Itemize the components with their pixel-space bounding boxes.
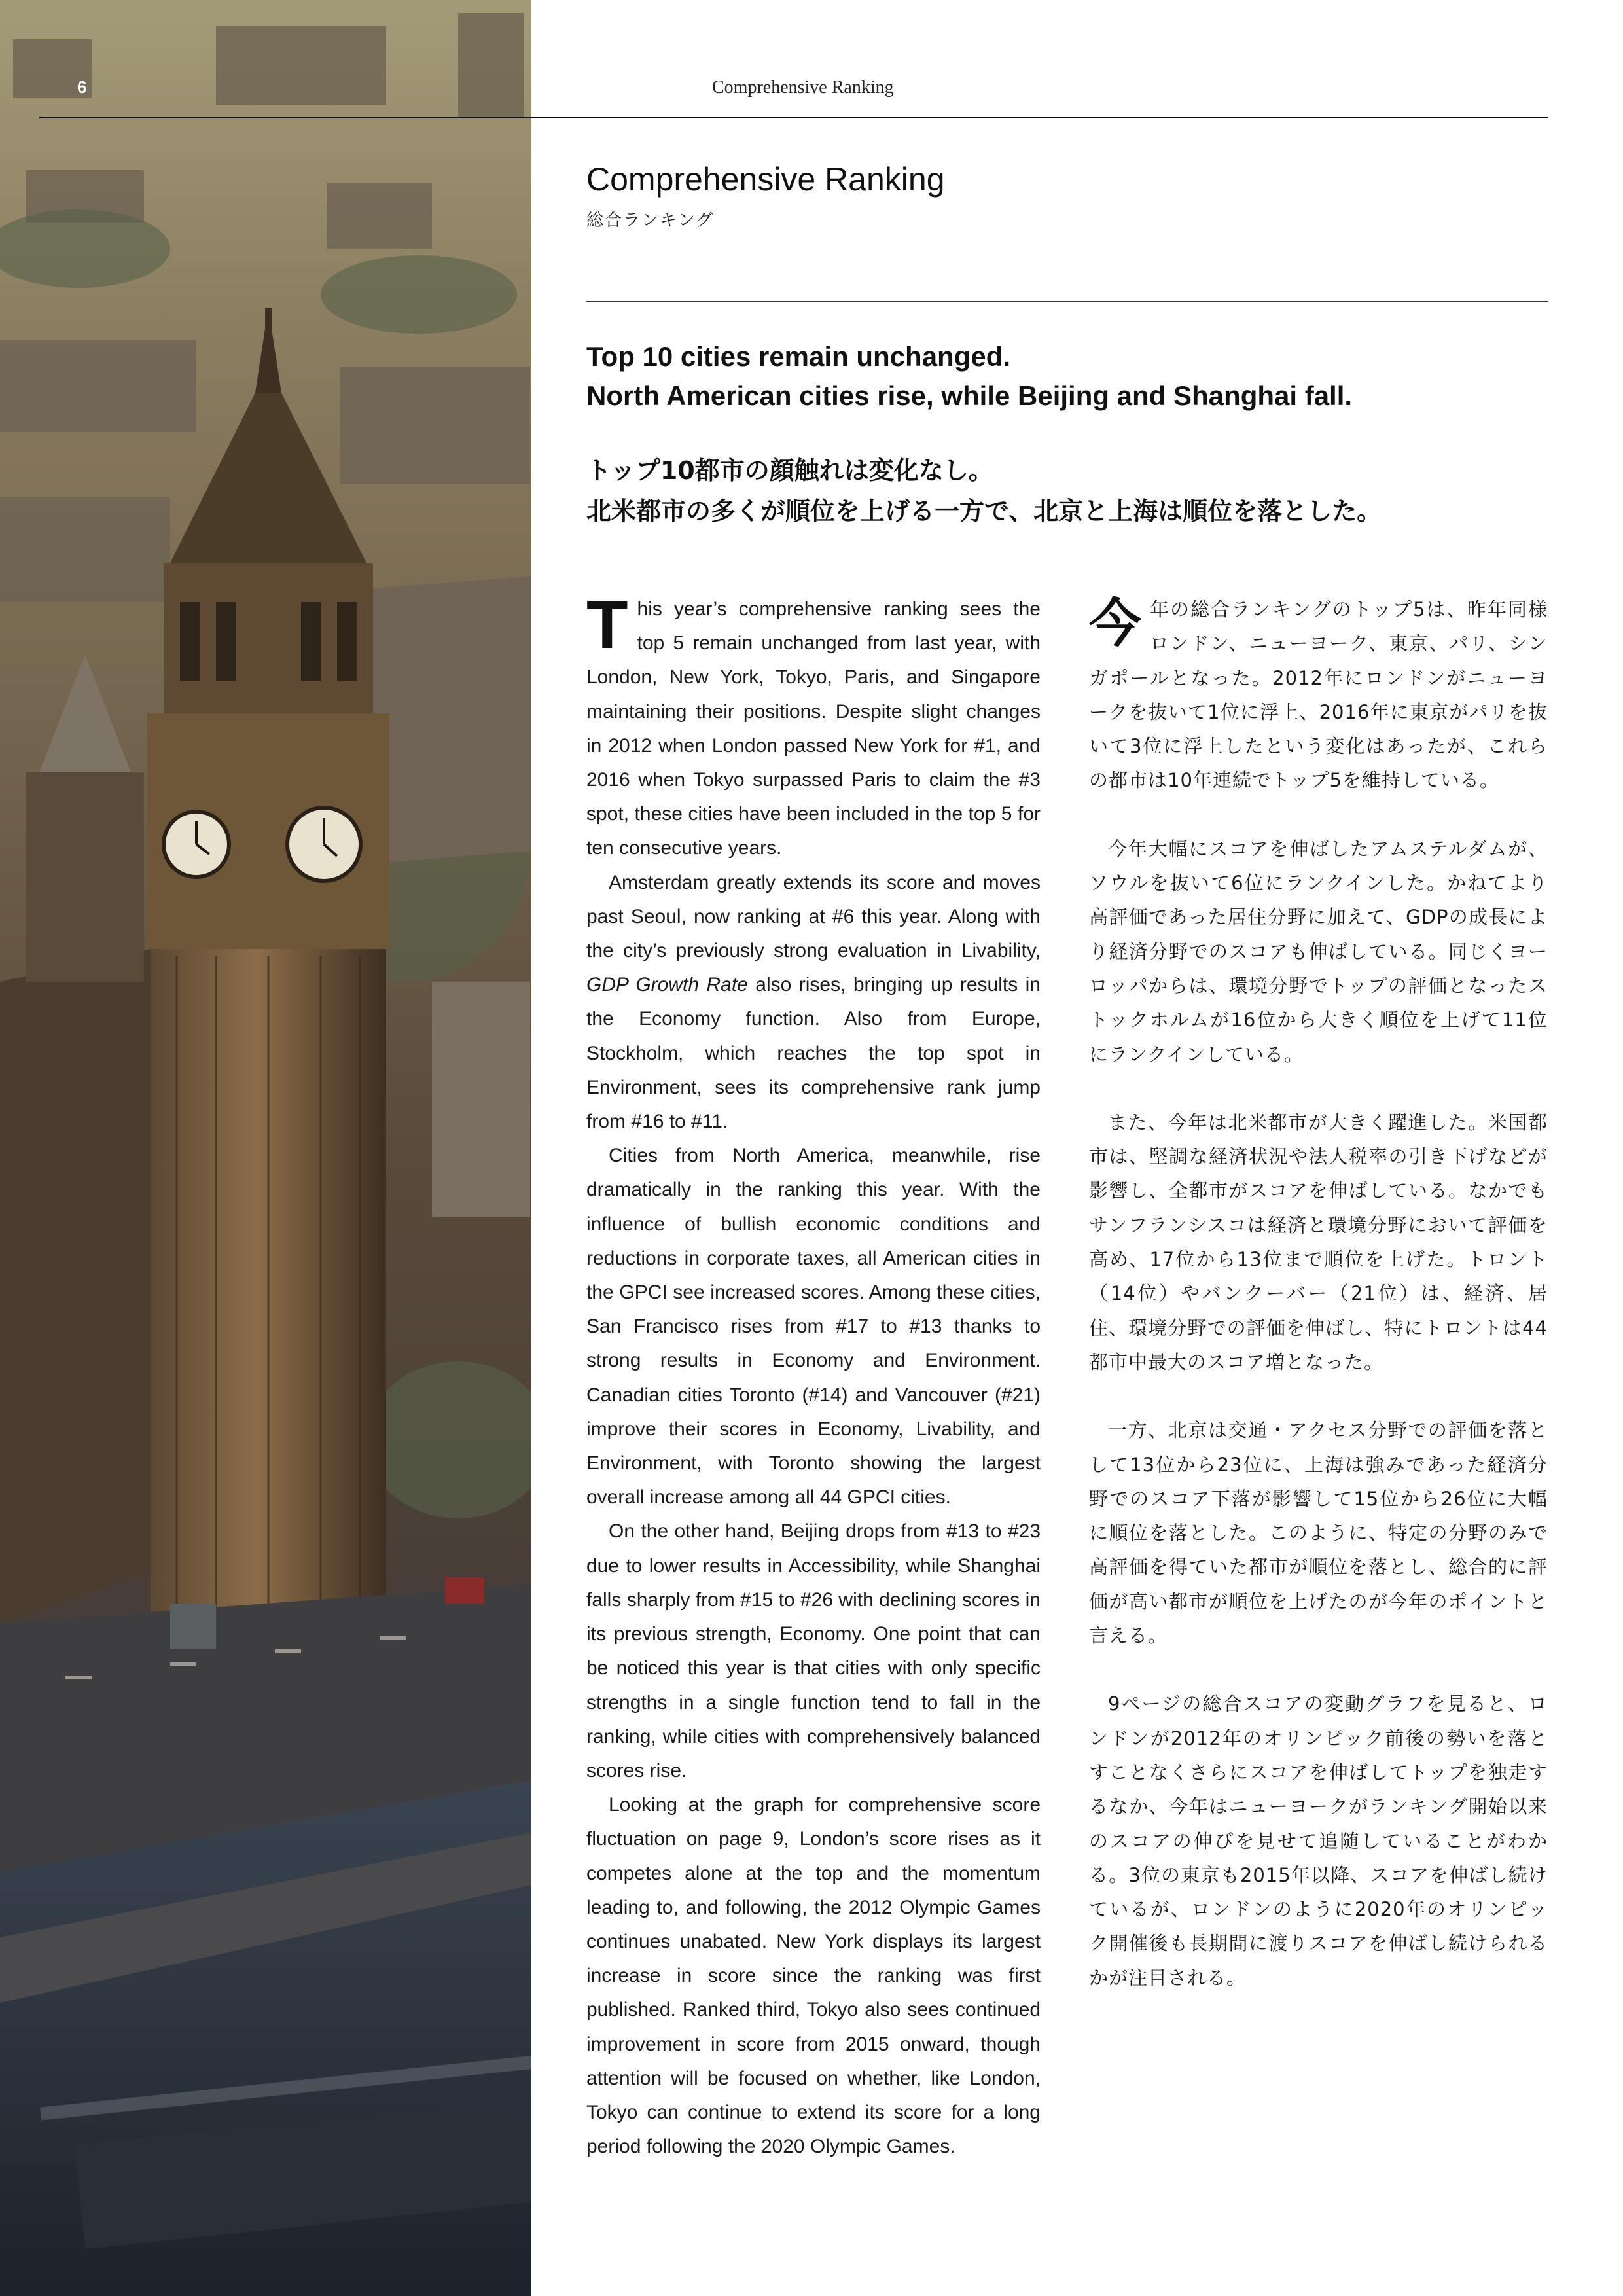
page-number: 6 xyxy=(77,77,87,97)
header-divider xyxy=(39,117,1548,118)
body-paragraph-jp: 今年大幅にスコアを伸ばしたアムステルダムが、ソウルを抜いて6位にランクインした。かねてより高評価であった居住分野に加えて、GDPの成長により経済分野でのスコアも伸ばしている。同じくヨーロッパからは、環境分野でトップの評価となったストックホルムが16位から大きく順位を上げて11位にランクインしている。 xyxy=(1089,837,1548,1066)
body-column-english xyxy=(586,587,1041,2164)
headline-jp-line-1: トップ10都市の顔触れは変化なし。 xyxy=(586,456,993,485)
body-paragraph: Cities from North America, meanwhile, rise dramatically in the ranking this year. With the influence of bullish economic conditions and reductions in corporate taxes, all American cities in the GPCI see increased scores. Among these cities, San Francisco rises from #17 to #13 thanks to strong results in Economy and Environment. Canadian cities Toronto (#14) and Vancouver (#21) improve their scores in Economy, Livability, and Environment, with Toronto showing the largest overall increase among all 44 GPCI cities. xyxy=(586,1145,1041,1509)
body-paragraph: On the other hand, Beijing drops from #13 to #23 due to lower results in Accessibility, while Shanghai falls sharply from #15 to #26 with declining scores in its previous strength, Economy. One point that can be noticed this year is that cities with only specific strengths in a single function tend to fall in the ranking, while cities with comprehensively balanced scores rise. xyxy=(586,1520,1041,1782)
section-title: Comprehensive Ranking xyxy=(586,161,945,198)
body-paragraph: Looking at the graph for comprehensive score fluctuation on page 9, London’s score rises as it competes alone at the top and the momentum leading to, and following, the 2012 Olympic Games continues unabated. New York displays its largest increase in score since the ranking was first published. Ranked third, Tokyo also sees continued improvement in score from 2015 onward, though attention will be focused on whether, like London, Tokyo can continue to extend its score for a long period following the 2020 Olympic Games. xyxy=(586,1794,1041,2158)
body-paragraph-jp: 今年の総合ランキングのトップ5は、昨年同様ロンドン、ニューヨーク、東京、パリ、シンガポールとなった。2012年にロンドンがニューヨークを抜いて1位に浮上、2016年に東京がパリを抜いて3位に浮上したという変化はあったが、これらの都市は10年連続でトップ5を維持している。 xyxy=(1089,593,1548,792)
body-paragraph-jp: 9ページの総合スコアの変動グラフを見ると、ロンドンが2012年のオリンピック前後の勢いを落とすことなくさらにスコアを伸ばしてトップを独走するなか、今年はニューヨークがランキング開始以来のスコアの伸びを見せて追随していることがわかる。3位の東京も2015年以降、スコアを伸ばし続けているが、ロンドンのように2020年のオリンピック開催後も長期間に渡りスコアを伸ばし続けられるかが注目される。 xyxy=(1089,1693,1548,1989)
body-column-japanese xyxy=(1089,592,1548,2029)
running-header: Comprehensive Ranking xyxy=(712,77,894,98)
body-paragraph: This year’s comprehensive ranking sees the top 5 remain unchanged from last year, with London, New York, Tokyo, Paris, and Singapore maintaining their positions. Despite slight changes in 2012 when London passed New York for #1, and 2016 when Tokyo surpassed Paris to claim the #3 spot, these cities have been included in the top 5 for ten consecutive years. xyxy=(586,587,1041,859)
body-paragraph-jp: また、今年は北米都市が大きく躍進した。米国都市は、堅調な経済状況や法人税率の引き下げなどが影響し、全都市がスコアを伸ばしている。なかでもサンフランシスコは経済と環境分野において評価を高め、17位から13位まで順位を上げた。トロント（14位）やバンクーバー（21位）は、経済、居住、環境分野での評価を伸ばし、特にトロントは44都市中最大のスコア増となった。 xyxy=(1089,1111,1548,1373)
body-paragraph: Amsterdam greatly extends its score and moves past Seoul, now ranking at #6 this year. Along with the city’s previously strong evaluation in Livability, GDP Growth Rate also rises, bringing up results in the Economy function. Also from Europe, Stockholm, which reaches the top spot in Environment, sees its comprehensive rank jump from #16 to #11. xyxy=(586,871,1041,1133)
section-title-jp: 総合ランキング xyxy=(586,211,715,230)
drop-cap: T xyxy=(586,587,628,663)
title-divider xyxy=(586,301,1548,302)
headline-en xyxy=(586,337,1548,416)
headline-line-2: North American cities rise, while Beijing and Shanghai fall. xyxy=(586,380,1353,411)
headline-jp xyxy=(586,450,1548,531)
headline-line-1: Top 10 cities remain unchanged. xyxy=(586,341,1011,372)
drop-cap-jp: 今 xyxy=(1089,593,1142,654)
body-paragraph-jp: 一方、北京は交通・アクセス分野での評価を落として13位から23位に、上海は強みであった経済分野でのスコア下落が影響して15位から26位に大幅に順位を落とした。このように、特定の分野のみで高評価を得ていた都市が順位を落とし、総合的に評価が高い都市が順位を上げたのが今年のポイントと言える。 xyxy=(1089,1419,1548,1647)
headline-jp-line-2: 北米都市の多くが順位を上げる一方で、北京と上海は順位を落とした。 xyxy=(586,497,1382,526)
london-aerial-photo xyxy=(0,0,531,2296)
big-ben-illustration xyxy=(0,0,531,2296)
italic-term: GDP Growth Rate xyxy=(586,974,748,996)
